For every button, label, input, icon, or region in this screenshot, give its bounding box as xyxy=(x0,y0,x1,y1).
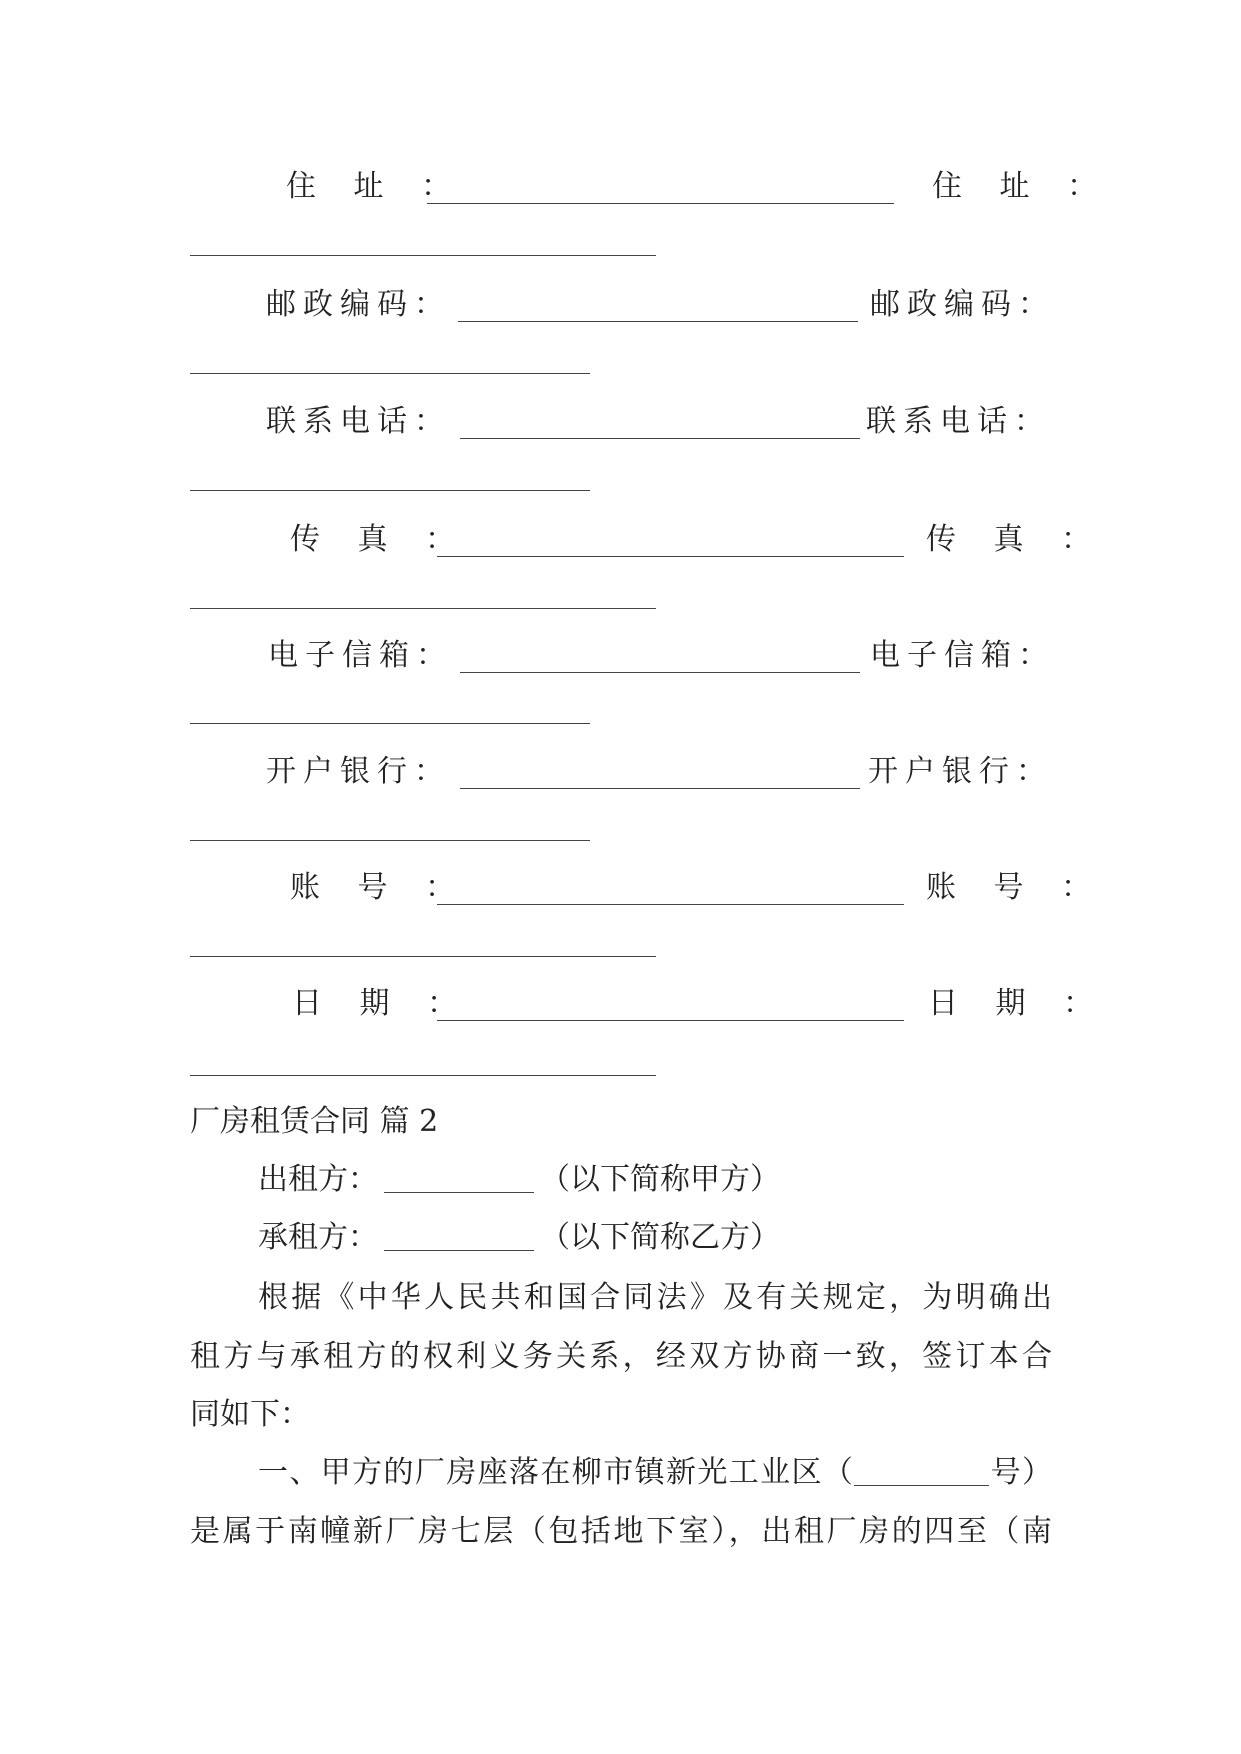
contact-row-address xyxy=(0,165,1241,209)
contact-row-fax xyxy=(0,518,1241,562)
lessor-suffix: （以下简称甲方） xyxy=(540,1162,780,1197)
lessee-name-field[interactable] xyxy=(384,1220,534,1251)
contact-row-account xyxy=(0,866,1241,910)
postcode-label-right: 邮政编码： xyxy=(870,287,1055,322)
contact-row-date xyxy=(0,982,1241,1026)
phone-field-left[interactable] xyxy=(460,438,860,439)
fax-label-right: 传 真 ： xyxy=(926,522,1106,557)
account-label-right: 账 号 ： xyxy=(926,870,1106,905)
lessee-line xyxy=(258,1216,780,1260)
date-field-left[interactable] xyxy=(437,1020,904,1021)
lessee-label: 承租方： xyxy=(258,1220,378,1255)
email-field-left[interactable] xyxy=(460,672,860,673)
phone-label-right: 联系电话： xyxy=(866,404,1051,439)
postcode-field-left[interactable] xyxy=(458,321,858,322)
contact-row-email xyxy=(0,634,1241,678)
clause1-suffix: 号） xyxy=(989,1455,1053,1490)
bank-label-left: 开户银行： xyxy=(266,754,451,789)
clause1-prefix: 一、甲方的厂房座落在柳市镇新光工业区（ xyxy=(258,1455,855,1490)
address-field-right[interactable] xyxy=(190,255,656,256)
contact-row-phone xyxy=(0,400,1241,444)
postcode-label-left: 邮政编码： xyxy=(266,287,451,322)
fax-field-left[interactable] xyxy=(437,556,904,557)
phone-field-right[interactable] xyxy=(190,490,590,491)
lessor-name-field[interactable] xyxy=(384,1162,534,1193)
address-field-left[interactable] xyxy=(427,203,894,204)
bank-field-right[interactable] xyxy=(190,840,590,841)
contact-row-bank xyxy=(0,750,1241,794)
account-field-left[interactable] xyxy=(437,904,904,905)
date-label-left: 日 期 ： xyxy=(292,986,472,1021)
intro-paragraph-line: 租方与承租方的权利义务关系，经双方协商一致，签订本合 xyxy=(190,1339,1052,1374)
clause1-line: 是属于南幢新厂房七层（包括地下室），出租厂房的四至（南 xyxy=(190,1514,1052,1549)
address-label-right: 住 址 ： xyxy=(932,169,1112,204)
lessor-line xyxy=(258,1158,780,1202)
lessor-label: 出租方： xyxy=(258,1162,378,1197)
fax-label-left: 传 真 ： xyxy=(290,522,470,557)
date-label-right: 日 期 ： xyxy=(928,986,1108,1021)
section-title: 厂房租赁合同 篇 2 xyxy=(190,1104,439,1139)
email-label-left: 电子信箱： xyxy=(268,638,453,673)
building-number-field[interactable] xyxy=(854,1455,989,1486)
bank-label-right: 开户银行： xyxy=(868,754,1053,789)
lessee-suffix: （以下简称乙方） xyxy=(540,1220,780,1255)
date-field-right[interactable] xyxy=(190,1075,656,1076)
clause1-line xyxy=(258,1451,1052,1495)
intro-paragraph-line: 同如下： xyxy=(190,1397,310,1432)
contact-row-postcode xyxy=(0,283,1241,327)
postcode-field-right[interactable] xyxy=(190,373,590,374)
address-label-left: 住 址 ： xyxy=(286,169,466,204)
email-label-right: 电子信箱： xyxy=(870,638,1055,673)
account-label-left: 账 号 ： xyxy=(290,870,470,905)
email-field-right[interactable] xyxy=(190,723,590,724)
account-field-right[interactable] xyxy=(190,956,656,957)
fax-field-right[interactable] xyxy=(190,608,656,609)
bank-field-left[interactable] xyxy=(460,788,860,789)
intro-paragraph-line: 根据《中华人民共和国合同法》及有关规定，为明确出 xyxy=(258,1280,1052,1315)
phone-label-left: 联系电话： xyxy=(266,404,451,439)
